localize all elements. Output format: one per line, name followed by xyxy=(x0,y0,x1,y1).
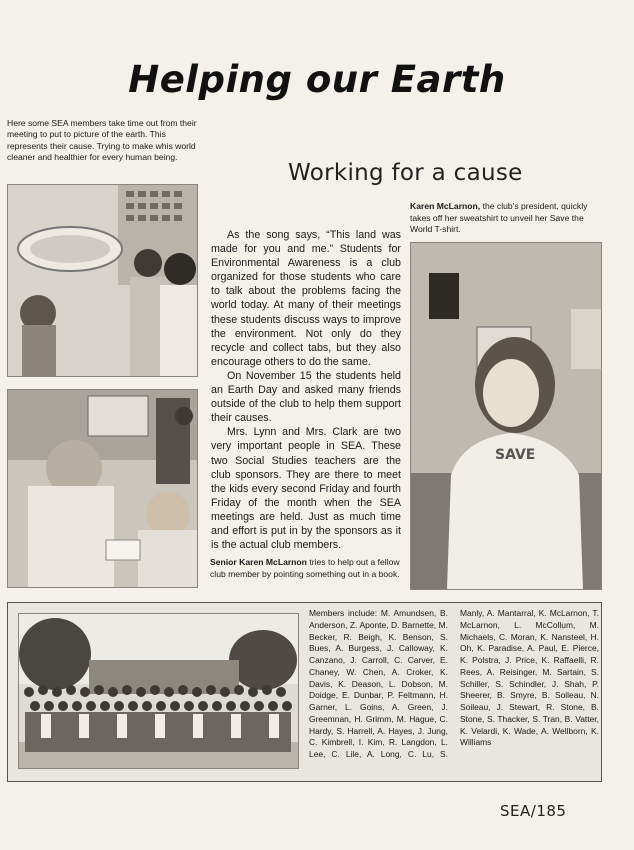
article-body xyxy=(211,228,401,552)
page-title: Helping our Earth xyxy=(128,58,506,101)
caption-earth-photo: Here some SEA members take time out from their meeting to put to picture of the earth. This represents their cause. Trying to make whis world cleaner and healthier for every human being. xyxy=(7,118,197,162)
caption-senior-text: tries to help out a fellow club member by pointing something out in a book. xyxy=(210,557,400,579)
caption-pointing-photo xyxy=(210,557,405,581)
members-list: Members include: M. Amundsen, B. Anderson, Z. Aponte, D. Barnette, M. Becker, R. Beigh, K. Benson, S. Bues, A. Burgess, J. Calloway, K. Canzano, J. Carroll, C. Carver, E. Chaney, W. Chen, A. Croker, K. Davis, K. Deason, L. Dobson, M. Doidge, E. Dunbar, P. Feltmann, H. Garner, L. Goins, A. Green, J. Greemnan, H. Grimm, M. Hague, C. Hardy, S. Harrell, A. Hayes, J. Jung, C. Kimbrell, I. Kim, R. Langdon, L. Lee, C. Lile, A. Long, C. Lu, S. Manly, A. Mantarral, K. McLarnon, T. McLarnon, L. McCollum, M. Michaels, C. Moran, K. Nansteel, H. Oh, K. Paradise, A. Paul, E. Pierce, K. Polstra, J. Price, K. Raffaelli, R. Rees, A. Reisinger, M. Sartain, S. Schiller, S. Schindler, J. Shah, P. Sheerer, B. Smyre, B. Soileau, N. Soileau, J. Stewart, R. Stone, B. Stone, S. Thacker, S. Tran, B. Vatter, K. Velardi, K. Wade, A. Wellborn, K. Williams xyxy=(309,608,599,759)
photo-group xyxy=(18,613,299,769)
article-paragraph: On November 15 the students held an Earth Day and asked many friends outside of the club to help them support their causes. xyxy=(211,369,401,425)
section-subtitle: Working for a cause xyxy=(288,160,523,186)
caption-karen-name: Karen McLarnon, xyxy=(410,201,481,211)
photo-earth-poster xyxy=(7,184,198,377)
photo-pointing-at-book xyxy=(7,389,198,588)
photo-karen-mclarnon xyxy=(410,242,602,590)
article-paragraph: As the song says, “This land was made for you and me.” Students for Environmental Awareness is a club organized for those students who care to talk about the problems facing the world today. At many of their meetings these students discuss ways to improve the environment. Not only do they recycle and collect tabs, but they also encourage others to do the same. xyxy=(211,229,401,368)
caption-senior-name: Senior Karen McLarnon xyxy=(210,557,307,567)
caption-karen-president xyxy=(410,201,602,236)
article-paragraph: Mrs. Lynn and Mrs. Clark are two very important people in SEA. These two Social Studies teachers are the club sponsors. They are there to meet the kids every second Friday and fourth Friday of the month when the SEA meetings are held. Just as much time and effort is put in by the sponsors as it is the actual club members. xyxy=(211,426,401,552)
svg-text:SAVE: SAVE xyxy=(495,447,536,463)
page-number: SEA/185 xyxy=(500,802,567,820)
caption-karen-text: the club's president, quickly takes off her sweatshirt to unveil her Save the World T-shirt. xyxy=(410,201,588,235)
